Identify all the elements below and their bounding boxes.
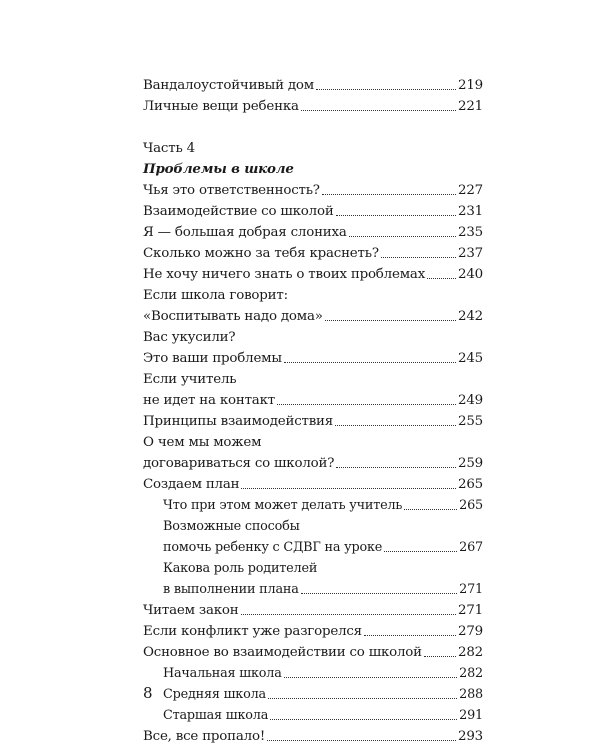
leader-dots [301, 593, 458, 594]
part-label: Часть 4 [143, 141, 195, 156]
toc-subentry: Начальная школа 282 [163, 666, 483, 681]
leader-dots [336, 215, 456, 216]
leader-dots [277, 404, 456, 405]
leader-dots [284, 677, 458, 678]
toc-entry: Создаем план 265 [143, 477, 483, 492]
leader-dots [316, 89, 456, 90]
toc-entry: «Воспитывать надо дома» 242 [143, 309, 483, 324]
toc-subentry-line: Возможные способы [163, 519, 300, 534]
toc-entry-line: Если учитель [143, 372, 237, 387]
leader-dots [301, 110, 456, 111]
leader-dots [424, 656, 456, 657]
leader-dots [349, 236, 456, 237]
toc-entry: договариваться со школой? 259 [143, 456, 483, 471]
toc-subentry: Старшая школа 291 [163, 708, 483, 723]
leader-dots [241, 488, 456, 489]
toc-entry: Взаимодействие со школой 231 [143, 204, 483, 219]
toc-entry: не идет на контакт 249 [143, 393, 483, 408]
toc-subentry: Средняя школа 288 [163, 687, 483, 702]
leader-dots [241, 614, 457, 615]
leader-dots [404, 509, 457, 510]
toc-entry: Если конфликт уже разгорелся 279 [143, 624, 483, 639]
toc-entry: Читаем закон 271 [143, 603, 483, 618]
toc-entry: Все, все пропало! 293 [143, 729, 483, 744]
leader-dots [284, 362, 456, 363]
leader-dots [381, 257, 456, 258]
leader-dots [322, 194, 456, 195]
leader-dots [384, 551, 457, 552]
toc-entry: Принципы взаимодействия 255 [143, 414, 483, 429]
leader-dots [270, 719, 457, 720]
leader-dots [268, 698, 457, 699]
toc-entry: Сколько можно за тебя краснеть? 237 [143, 246, 483, 261]
leader-dots [335, 425, 456, 426]
leader-dots [267, 740, 456, 741]
toc-entry-line: О чем мы можем [143, 435, 262, 450]
toc-subentry: Что при этом может делать учитель 265 [163, 498, 483, 513]
toc-subentry: в выполнении плана 271 [163, 582, 483, 597]
toc-entry: Основное во взаимодействии со школой 282 [143, 645, 483, 660]
toc-entry: Не хочу ничего знать о твоих проблемах 240 [143, 267, 483, 282]
part-title: Проблемы в школе [143, 161, 294, 177]
leader-dots [325, 320, 456, 321]
leader-dots [427, 278, 456, 279]
toc-entry-line: Если школа говорит: [143, 288, 288, 303]
toc-entry: Вандалоустойчивый дом 219 [143, 78, 483, 93]
toc-subentry-line: Какова роль родителей [163, 561, 318, 576]
table-of-contents [143, 75, 483, 747]
toc-entry: Чья это ответственность? 227 [143, 183, 483, 198]
toc-entry: Личные вещи ребенка 221 [143, 99, 483, 114]
toc-entry: Это ваши проблемы 245 [143, 351, 483, 366]
toc-entry: Я — большая добрая слониха 235 [143, 225, 483, 240]
toc-entry-line: Вас укусили? [143, 330, 236, 345]
leader-dots [364, 635, 456, 636]
leader-dots [336, 467, 456, 468]
page-number: 8 [143, 684, 153, 702]
toc-subentry: помочь ребенку с СДВГ на уроке 267 [163, 540, 483, 555]
